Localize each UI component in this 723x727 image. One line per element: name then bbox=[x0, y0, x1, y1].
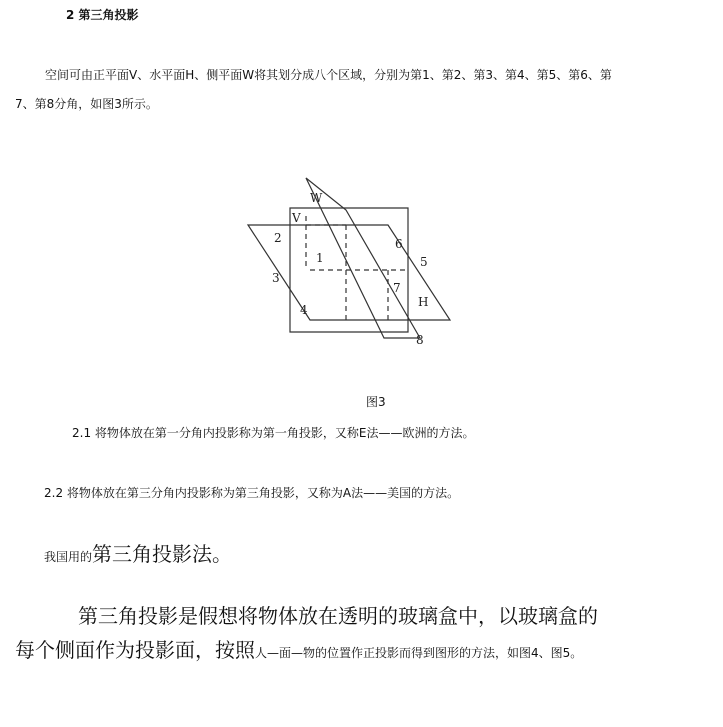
section-heading: 2 第三角投影 bbox=[66, 8, 139, 22]
definition-line-1: 第三角投影是假想将物体放在透明的玻璃盒中，以玻璃盒的 bbox=[78, 604, 598, 628]
label-5: 5 bbox=[420, 255, 428, 269]
definition-line-2-large: 每个侧面作为投影面，按照 bbox=[15, 638, 255, 662]
label-4: 4 bbox=[300, 303, 308, 317]
label-6: 6 bbox=[395, 237, 403, 251]
figure-caption: 图3 bbox=[366, 395, 386, 409]
national-emphasis: 第三角投影法。 bbox=[92, 542, 233, 566]
paragraph-2-2: 2.2 将物体放在第三分角内投影称为第三角投影，又称为A法——美国的方法。 bbox=[44, 486, 460, 500]
intro-line-1: 空间可由正平面V、水平面H、侧平面W将其划分成八个区域，分别为第1、第2、第3、第4、第5、第6、第 bbox=[45, 68, 612, 82]
definition-line-2-small: 人—面—物的位置作正投影而得到图形的方法，如图4、图5。 bbox=[255, 646, 583, 660]
national-prefix: 我国用的 bbox=[44, 550, 93, 564]
national-standard-line bbox=[44, 538, 232, 567]
label-8: 8 bbox=[416, 333, 424, 347]
paragraph-2-1: 2.1 将物体放在第一分角内投影称为第一角投影，又称E法——欧洲的方法。 bbox=[72, 426, 475, 440]
intro-line-2: 7、第8分角，如图3所示。 bbox=[15, 97, 158, 111]
label-1: 1 bbox=[316, 251, 324, 265]
label-3: 3 bbox=[272, 271, 280, 285]
label-h: H bbox=[418, 295, 429, 309]
label-2: 2 bbox=[274, 231, 282, 245]
projection-planes-diagram bbox=[240, 170, 460, 360]
definition-line-2 bbox=[15, 634, 582, 663]
label-v: V bbox=[292, 211, 301, 225]
label-7: 7 bbox=[393, 281, 401, 295]
label-w: W bbox=[310, 191, 323, 205]
